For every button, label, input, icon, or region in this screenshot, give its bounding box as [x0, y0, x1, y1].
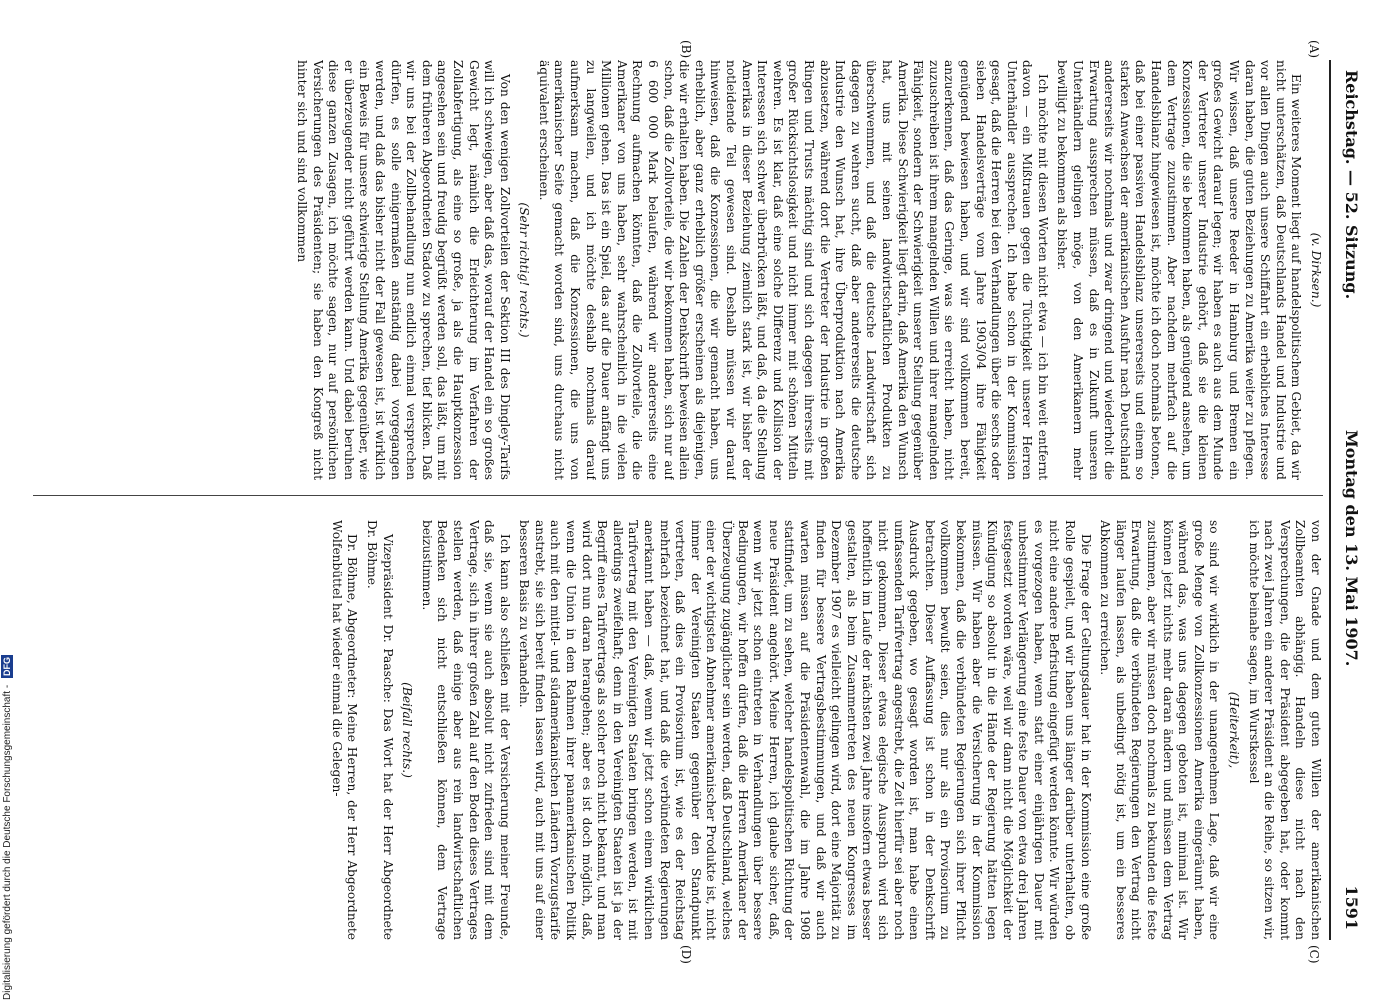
margin-marker-c: (C) [1307, 945, 1321, 964]
paragraph: Ein weiteres Moment liegt auf handelspolitischem Gebiet, da wir nicht unterschätzen, daß Deutschlands Handel und Industrie und vor allen Dingen auch unsere Schiffahrt ein erhebliches Interesse daran haben, die guten Beziehungen zu Amerika weiter zu pflegen. Wir wissen, daß unsere Reeder in Hamburg und Bremen ein großes Gewicht darauf legen; wir haben es auch aus dem Munde der Vertreter unserer Industrie gehört, daß sie die kleinen Konzessionen, die sie bekommen haben, als genügend ansehen, um dem Vertrage zuzustimmen. Aber nachdem mehrfach auf die Handelsbilanz hingewiesen ist, möchte ich doch nochmals betonen, daß bei einer passiven Handelsbilanz unsererseits und einem so starken Anwachsen der amerikanischen Ausfuhr nach Deutschland andererseits wir nochmals und zwar dringend und wiederholt die Erwartung aussprechen müssen, daß es in Zukunft unseren Unterhändlern gelingen möge, von den Amerikanern mehr bewilligt zu bekommen als bisher. [1055, 60, 1304, 480]
dfg-sidebar [0, 600, 16, 1000]
speaker-label: (v. Dirksen.) [1309, 232, 1323, 308]
paragraph: von der Gnade und dem guten Willen der amerikanischen Zollbeamten abhängig. Handeln diese nicht nach den Versprechungen, die der Präsident abgegeben hat, oder kommt nach zwei Jahren ein anderer Präsident an die Reihe, so sitzen wir, ich möchte beinahe sagen, im Wurstkessel [1246, 520, 1323, 940]
paragraph: Ich kann also schließen mit der Versicherung meiner Freunde, daß sie, wenn sie auch absolut nicht zufrieden sind mit dem Vertrage, sich in ihrer großen Zahl auf den Boden dieses Vertrages stellen werden, daß einige aber aus rein landwirtschaftlichen Bedenken sich nicht entschließen können, dem Vertrage beizustimmen. [419, 520, 512, 940]
column-divider [33, 495, 1323, 496]
header-session: Reichstag. — 52. Sitzung. [1342, 70, 1361, 300]
right-column [33, 520, 1323, 940]
speaker-line: Dr. Böhme, Abgeordneter: Meine Herren, der Herr Abgeordnete Wolfenbüttel hat wieder einmal die Gelegen- [329, 520, 360, 940]
dfg-logo: DFG [2, 657, 12, 677]
interjection: (Beifall rechts.) [400, 682, 415, 778]
interjection: (Sehr richtig! rechts.) [517, 202, 532, 338]
paragraph: Die Frage der Geltungsdauer hat in der Kommission eine große Rolle gespielt, und wir haben uns länger darüber unterhalten, ob nicht eine andere Befristung eingefügt werden könnte. Wir würden es vorgezogen haben, wenn statt einer einjährigen Dauer mit unbestimmter Verlängerung eine feste Dauer von etwa drei Jahren festgesetzt worden wäre, weil wir dann nicht die Möglichkeit der Kündigung so absolut in die Hände der Regierung hätten legen müssen. Wir haben aber die Versicherung in der Kommission bekommen, daß die verbündeten Regierungen sich ihrer Pflicht vollkommen bewußt seien, dies nur als ein Provisorium zu betrachten. Dieser Auffassung ist schon in der Denkschrift Ausdruck gegeben, wo gesagt worden ist, man habe einen umfassenden Tarifvertrag angestrebt, die Zeit hierfür sei aber noch nicht gekommen. Dieser etwas elegische Ausspruch wird sich hoffentlich im Laufe der nächsten zwei Jahre insofern etwas besser gestalten, als beim Zusammentreten des neuen Kongresses im Dezember 1907 es vielleicht gelingen wird, dort eine Majorität zu finden für bessere Vertragsbestimmungen, und daß wir auch warten müssen auf die Präsidentenwahl, die im Jahre 1908 stattfindet, um zu sehen, welcher handelspolitischen Richtung der neue Präsident angehört. Meine Herren, ich glaube sicher, daß, wenn wir jetzt schon eintreten in Verhandlungen über bessere Bedingungen, wir hoffen dürfen, daß die Herren Amerikaner der Überzeugung zugänglicher sein werden, daß Deutschland, welches einer der wichtigsten Abnehmer amerikanischer Produkte ist, nicht immer der Vereinigten Staaten gegenüber den Standpunkt vertreten, daß dies ein Provisorium ist, wie es der Reichstag mehrfach bezeichnet hat, und daß die verbündeten Regierungen anerkannt haben — daß, wenn wir jetzt schon einem wirklichen Tarifvertrag mit den Vereinigten Staaten bringen werden, ist mit allerdings zweifelhaft; denn in den Vereinigten Staaten ist ja der Begriff eines Tarifvertrags als solcher noch nicht bekannt, und man wird dort nun daran herangehen; aber es ist doch möglich, daß, wenn die Union in dem Rahmen ihrer panamerikanischen Politik auch mit den mittel- und südamerikanischen Ländern Vorzugstarife anstrebt, sie sich bereit finden lassen wird, auch mit uns auf einer besseren Basis zu verhandeln. [517, 520, 1093, 940]
interjection: (Heiterkeit), [1227, 691, 1242, 769]
header-date: Montag den 13. Mai 1907. [1342, 430, 1361, 667]
paragraph: so sind wir wirklich in der unangenehmen Lage, daß wir eine große Menge von Zollkonzessionen Amerika eingeräumt haben, während das, was uns dagegen geboten ist, minimal ist. Wir können jetzt nichts mehr daran ändern und müssen dem Vertrag zustimmen, aber wir müssen doch nochmals zu bekunden die feste Erwartung, daß die verbündeten Regierungen den Vertrag nicht länger laufen lassen, als unbedingt nötig ist, um ein besseres Abkommen zu erreichen. [1098, 520, 1222, 940]
president-line: Vizepräsident Dr. Paasche: Das Wort hat der Herr Abgeordnete Dr. Böhme. [364, 520, 395, 940]
margin-marker-b: (B) [679, 40, 693, 59]
running-header [1335, 70, 1361, 930]
margin-marker-a: (A) [1307, 40, 1321, 59]
header-rule [1329, 60, 1331, 940]
paragraph: Von den wenigen Zollvorteilen der Sektion III des Dingley-Tarifs will ich schweigen, aber daß das, worauf der Handel ein so großes Gewicht legt, nämlich die Erleichterung im Verfahren der Zollabfertigung, als eine so große, ja als die Hauptkonzession angesehen sein und freudig begrüßt werden soll, das läßt, um mit dem früheren Abgeordneten Stadow zu sprechen, tief blicken. Daß wir uns bei der Zollbehandlung nun endlich einmal versprechen dürfen, es solle einigermaßen anständig dabei vorgegangen werden, und daß das bisher nicht der Fall gewesen ist, ist wirklich ein Beweis für unsere schwierige Stellung Amerika gegenüber, wie er überzeugender nicht geführt werden kann. Und dabei beruhen diese ganzen Zusagen, ich möchte sagen, nur auf persönlichen Versicherungen des Präsidenten; sie haben den Kongreß nicht hinter sich und sind vollkommen [295, 60, 512, 480]
left-column [33, 60, 1323, 480]
page-number: 1591 [1342, 885, 1361, 930]
margin-marker-d: (D) [679, 945, 693, 964]
paragraph: Ich möchte mit diesen Worten nicht etwa — ich bin weit entfernt davon — ein Mißtrauen gegen die Tüchtigkeit unserer Herren Unterhändler aussprechen. Ich habe schon in der Kommission gesagt, daß die Herren bei den Verhandlungen über die sechs oder sieben Handelsverträge vom Jahre 1903/04 ihre Fähigkeit genügend bewiesen haben, und wir sind vollkommen bereit, anzuerkennen, daß das Geringe, was sie erreicht haben, nicht zuzuschreiben ist ihrem mangelnden Willen und ihrer mangelnden Fähigkeit, sondern der Schwierigkeit unserer Stellung gegenüber Amerika. Diese Schwierigkeit liegt darin, daß Amerika den Wunsch hat, uns mit seinen landwirtschaftlichen Produkten zu überschwemmen, und daß die deutsche Landwirtschaft sich dagegen zu wehren sucht, daß aber andererseits die deutsche Industrie den Wunsch hat, ihre Überproduktion nach Amerika abzusetzen, während dort die Vertreter der Industrie in großen Ringen und Trusts mächtig sind und sich dagegen ihrerseits mit großer Rücksichtslosigkeit und nicht immer mit schönen Mitteln wehren. Es ist klar, daß eine solche Differenz und Kollision der Interessen sich schwer überbrücken läßt, und daß, da die Stellung Amerikas in dieser Beziehung ziemlich stark ist, wir bisher der notleidende Teil gewesen sind. Deshalb müssen wir darauf hinweisen, daß die Konzessionen, die wir gemacht haben, uns erheblich, aber ganz erheblich größer erscheinen als diejenigen, die wir erhalten haben. Die Zahlen der Denkschrift beweisen allein schon, daß die Zollvorteile, die wir bekommen haben, sich nur auf 6 600 000 Mark belaufen, während wir andererseits eine Rechnung aufmachen könnten, daß die Zollvorteile, die die Amerikaner von uns haben, sehr wahrscheinlich in die vielen Millionen gehen. Das ist ein Spiel, das auf die Dauer anfängt uns zu langweilen, und ich möchte deshalb nochmals darauf aufmerksam machen, daß die Konzessionen, die uns von amerikanischer Seite gemacht worden sind, uns durchaus nicht äquivalent erscheinen. [536, 60, 1050, 480]
dfg-credit: Digitalisierung gefördert durch die Deutsche Forschungsgemeinschaft - [2, 684, 13, 1000]
